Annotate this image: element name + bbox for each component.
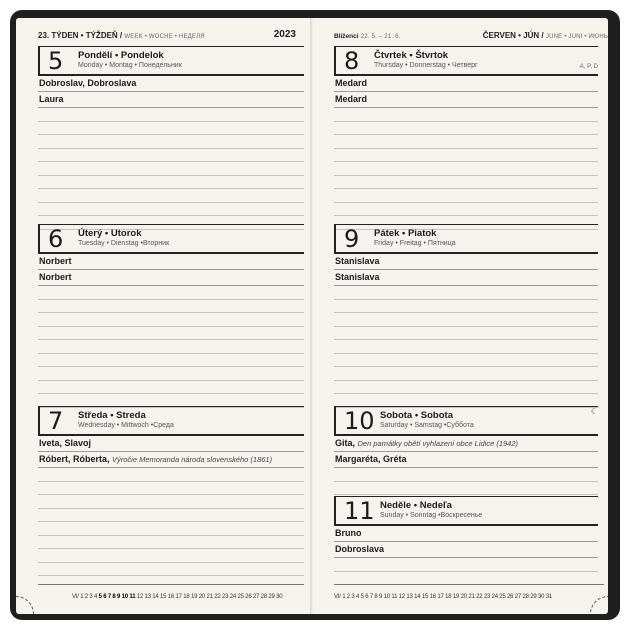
day-name-translations: Wednesday • Mittwoch •Среда (78, 422, 174, 429)
week-label-alt: WEEK • WOCHE • НЕДЕЛЯ (124, 34, 205, 40)
nameday-row[interactable]: Gita, Den památky obětí vyhlazení obce Lidice (1942) (334, 436, 598, 452)
day-name: Pátek • Piatok (374, 228, 437, 239)
page-corner-cut (16, 596, 34, 614)
day-name: Neděle • Nedeľa (380, 500, 452, 511)
nameday-row[interactable]: Laura (38, 92, 304, 108)
sun-info: A, P, D (579, 64, 598, 70)
writing-lines[interactable] (38, 468, 304, 576)
day-number: 11 (344, 497, 375, 525)
nameday-row[interactable]: Stanislava (334, 254, 598, 270)
writing-lines[interactable] (334, 468, 598, 495)
current-week-days: 5 6 7 8 9 10 11 (98, 594, 136, 600)
day-number: 8 (344, 47, 360, 75)
day-name-translations: Saturday • Samstag •Суббота (380, 422, 474, 429)
zodiac-note: Blíženci (334, 33, 359, 40)
left-page (16, 18, 310, 614)
nameday-row[interactable]: Medard (334, 76, 598, 92)
day-header (334, 406, 598, 436)
day-name: Sobota • Sobota (380, 410, 453, 421)
writing-lines[interactable] (334, 558, 598, 572)
day-block-saturday (334, 406, 598, 495)
day-name: Pondělí • Pondelok (78, 50, 164, 61)
day-block-monday (38, 46, 304, 230)
writing-lines[interactable] (334, 286, 598, 408)
day-name-translations: Sunday • Sonntag •Воскресенье (380, 512, 483, 519)
day-name: Čtvrtek • Štvrtok (374, 50, 449, 61)
moon-phase-icon: ☾ (590, 407, 598, 416)
zodiac-range: 22. 5. – 21. 6. (360, 34, 401, 40)
holiday-note: Výročie Memoranda národa slovenského (1861) (112, 455, 273, 464)
nameday-row[interactable]: Dobroslav, Dobroslava (38, 76, 304, 92)
month-day-scale: VI/ 1 2 3 4 5 6 7 8 9 10 11 12 13 14 15 16 17 18 19 20 21 22 23 24 25 26 27 28 29 30 (38, 584, 304, 604)
right-page-header (334, 30, 608, 42)
month-day-scale: VI/ 1 2 3 4 5 6 7 8 9 10 11 12 13 14 15 16 17 18 19 20 21 22 23 24 25 26 27 28 29 30 31 (334, 584, 604, 604)
day-header (334, 46, 598, 76)
writing-lines[interactable] (38, 108, 304, 230)
day-block-thursday (334, 46, 598, 230)
day-number: 10 (344, 407, 375, 435)
nameday-row[interactable]: Róbert, Róberta, Výročie Memoranda národa slovenského (1861) (38, 452, 304, 468)
day-name-translations: Friday • Freitag • Пятница (374, 240, 456, 247)
month-label-alt: JUNE • JUNI • ИЮНЬ (545, 34, 608, 40)
writing-lines[interactable] (334, 108, 598, 230)
day-header (38, 224, 304, 254)
day-name-translations: Tuesday • Dienstag •Вторник (78, 240, 170, 247)
day-block-sunday (334, 496, 598, 572)
nameday-row[interactable]: Stanislava (334, 270, 598, 286)
day-number: 6 (48, 225, 64, 253)
writing-lines[interactable] (38, 286, 304, 408)
day-name-translations: Monday • Montag • Понедельник (78, 62, 182, 69)
day-block-wednesday (38, 406, 304, 576)
day-name: Středa • Streda (78, 410, 146, 421)
nameday-row[interactable]: Medard (334, 92, 598, 108)
nameday-row[interactable]: Margaréta, Gréta (334, 452, 598, 468)
day-header (334, 496, 598, 526)
right-page (314, 18, 608, 614)
month-label: ČERVEN • JÚN / (482, 31, 544, 40)
day-number: 5 (48, 47, 64, 75)
day-block-friday (334, 224, 598, 408)
nameday-row[interactable]: Iveta, Slavoj (38, 436, 304, 452)
day-header (334, 224, 598, 254)
day-number: 7 (48, 407, 64, 435)
holiday-note: Den památky obětí vyhlazení obce Lidice (1942) (357, 439, 519, 448)
nameday-row[interactable]: Dobroslava (334, 542, 598, 558)
day-name: Úterý • Utorok (78, 228, 142, 239)
nameday-row[interactable]: Norbert (38, 270, 304, 286)
week-label: 23. TÝDEN • TÝŽDEŇ / (38, 31, 123, 40)
day-number: 9 (344, 225, 360, 253)
nameday-row[interactable]: Norbert (38, 254, 304, 270)
year-label: 2023 (273, 29, 296, 40)
left-page-header (38, 30, 300, 42)
nameday-row[interactable]: Bruno (334, 526, 598, 542)
day-header (38, 46, 304, 76)
day-name-translations: Thursday • Donnerstag • Четверг (374, 62, 478, 69)
day-block-tuesday (38, 224, 304, 408)
day-header (38, 406, 304, 436)
